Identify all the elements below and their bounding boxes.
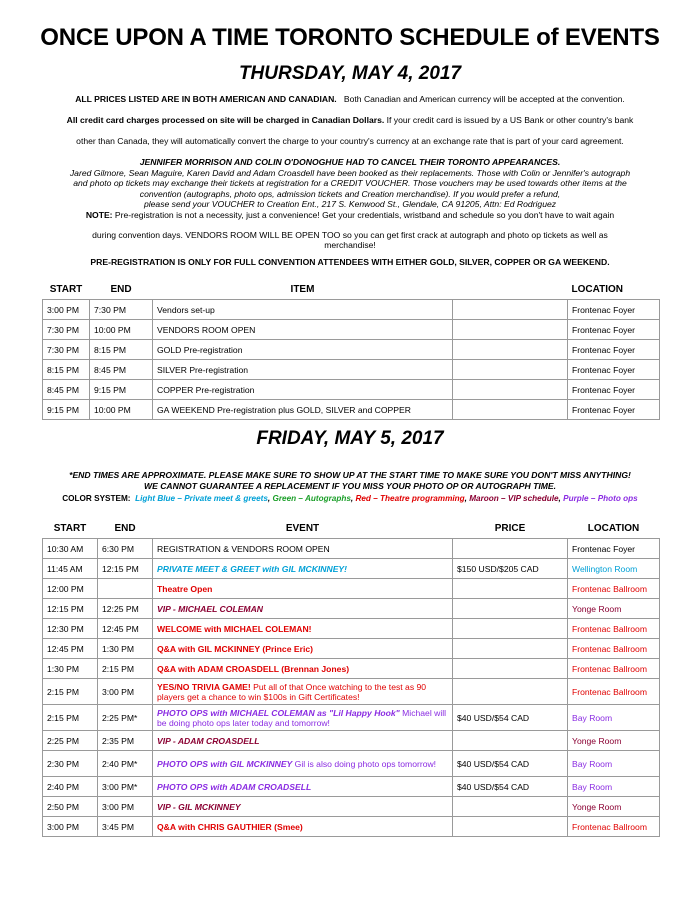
- cell-price: [453, 659, 568, 679]
- prices-note: [30, 94, 670, 105]
- cell-end: 3:00 PM: [98, 679, 153, 705]
- cell-end: 8:15 PM: [90, 340, 153, 360]
- cell-price: $40 USD/$54 CAD: [453, 777, 568, 797]
- cell-end: [98, 579, 153, 599]
- table-row: [43, 679, 660, 705]
- cell-item: Vendors set-up: [153, 300, 453, 320]
- header-item: ITEM: [290, 283, 315, 295]
- cell-location: Frontenac Foyer: [568, 320, 660, 340]
- header-blank: [453, 279, 568, 300]
- cell-event: Theatre Open: [153, 579, 453, 599]
- cell-location: Frontenac Foyer: [568, 380, 660, 400]
- cell-start: 1:30 PM: [43, 659, 98, 679]
- cell-end: 12:25 PM: [98, 599, 153, 619]
- cell-event: [153, 751, 453, 777]
- event-title: PHOTO OPS with GIL MCKINNEY: [157, 758, 293, 769]
- cell-start: 11:45 AM: [43, 559, 98, 579]
- cell-location: Frontenac Foyer: [568, 400, 660, 420]
- table-row: [43, 559, 660, 579]
- event-title: PHOTO OPS with MICHAEL COLEMAN as "Lil Happy Hook": [157, 707, 400, 718]
- cell-location: Bay Room: [568, 751, 660, 777]
- table-row: [43, 360, 660, 380]
- cell-end: 10:00 PM: [90, 320, 153, 340]
- cell-end: 2:25 PM*: [98, 705, 153, 731]
- cell-item: GOLD Pre-registration: [153, 340, 453, 360]
- cell-start: 7:30 PM: [43, 320, 90, 340]
- cell-start: 12:00 PM: [43, 579, 98, 599]
- cell-price: [453, 731, 568, 751]
- cell-price: [453, 679, 568, 705]
- credit-note-line2: other than Canada, they will automatically convert the charge to your country's currency at an exchange rate that is part of your card agreement.: [76, 136, 624, 146]
- legend-green: Green – Autographs: [272, 494, 351, 503]
- table-row: [43, 817, 660, 837]
- thursday-schedule-table: [42, 279, 660, 420]
- cell-price: [453, 579, 568, 599]
- cell-event: WELCOME with MICHAEL COLEMAN!: [153, 619, 453, 639]
- cell-location: Yonge Room: [568, 599, 660, 619]
- note-line1: Pre-registration is not a necessity, just a convenience! Get your credentials, wristband and schedule so you don't have to wait again: [112, 210, 615, 220]
- cell-end: 12:45 PM: [98, 619, 153, 639]
- cell-event: Q&A with ADAM CROASDELL (Brennan Jones): [153, 659, 453, 679]
- cell-price: [453, 639, 568, 659]
- cell-end: 2:15 PM: [98, 659, 153, 679]
- header-price: PRICE: [494, 522, 526, 534]
- end-times-line2: WE CANNOT GUARANTEE A REPLACEMENT IF YOU MISS YOUR PHOTO OP OR AUTOGRAPH TIME.: [143, 480, 557, 491]
- friday-heading: FRIDAY, MAY 5, 2017: [256, 428, 444, 449]
- table-row: [43, 400, 660, 420]
- cell-end: 7:30 PM: [90, 300, 153, 320]
- cancellation-heading: JENNIFER MORRISON AND COLIN O'DONOGHUE HAD TO CANCEL THEIR TORONTO APPEARANCES.: [139, 157, 561, 167]
- cell-price: [453, 320, 568, 340]
- cell-price: $40 USD/$54 CAD: [453, 751, 568, 777]
- cell-start: 3:00 PM: [43, 300, 90, 320]
- cell-location: Frontenac Foyer: [568, 340, 660, 360]
- cell-location: Frontenac Ballroom: [568, 639, 660, 659]
- cell-location: Yonge Room: [568, 797, 660, 817]
- event-extra: Gil is also doing photo ops tomorrow!: [292, 758, 437, 769]
- event-extra: Michael will be doing photo ops later today and tomorrow!: [157, 707, 447, 728]
- end-times-notice: [30, 470, 670, 491]
- credit-note-bold: All credit card charges processed on site will be charged in Canadian Dollars.: [66, 115, 385, 125]
- cell-event: VIP - ADAM CROASDELL: [153, 731, 453, 751]
- cancellation-line4: please send your VOUCHER to Creation Ent., 217 S. Kenwood St., Glendale, CA 91205, Attn: Ed Rodriguez: [143, 199, 557, 209]
- credit-note-rest1: If your credit card is issued by a US Bank or other country's bank: [386, 115, 634, 125]
- thursday-heading: THURSDAY, MAY 4, 2017: [238, 63, 462, 84]
- table-row: [43, 777, 660, 797]
- cell-start: 7:30 PM: [43, 340, 90, 360]
- cell-end: 12:15 PM: [98, 559, 153, 579]
- cell-price: [453, 360, 568, 380]
- cell-location: Frontenac Foyer: [568, 300, 660, 320]
- color-system-legend: COLOR SYSTEM: Light Blue – Private meet & greets, Green – Autographs, Red – Theatre programming, Maroon – VIP schedule, Purple – Photo ops: [62, 494, 638, 503]
- table-row: [43, 619, 660, 639]
- legend-maroon: Maroon – VIP schedule: [469, 494, 559, 503]
- cell-event: PRIVATE MEET & GREET with GIL MCKINNEY!: [153, 559, 453, 579]
- header-start: START: [49, 283, 83, 295]
- table-row: [43, 340, 660, 360]
- cell-price: [453, 817, 568, 837]
- cell-price: [453, 797, 568, 817]
- header-end: END: [110, 283, 132, 295]
- preregistration-rule: PRE-REGISTRATION IS ONLY FOR FULL CONVENTION ATTENDEES WITH EITHER GOLD, SILVER, COPPER OR GA WEEKEND.: [90, 257, 610, 267]
- cell-item: SILVER Pre-registration: [153, 360, 453, 380]
- table-row: [43, 797, 660, 817]
- cell-start: 2:30 PM: [43, 751, 98, 777]
- friday-header-row: [43, 518, 660, 539]
- end-times-line1: *END TIMES ARE APPROXIMATE. PLEASE MAKE SURE TO SHOW UP AT THE START TIME TO MAKE SURE YOU DON'T MISS ANYTHING!: [69, 470, 631, 480]
- cell-price: [453, 539, 568, 559]
- cell-end: 1:30 PM: [98, 639, 153, 659]
- cell-location: Frontenac Ballroom: [568, 679, 660, 705]
- cell-start: 12:15 PM: [43, 599, 98, 619]
- table-row: [43, 380, 660, 400]
- table-row: [43, 320, 660, 340]
- cancellation-line3: convention (autographs, photo ops, admission tickets and Creation merchandise). If you would prefer a refund,: [139, 188, 561, 199]
- table-row: [43, 659, 660, 679]
- cell-location: Frontenac Ballroom: [568, 579, 660, 599]
- credit-note: [30, 115, 670, 126]
- cell-end: 8:45 PM: [90, 360, 153, 380]
- header-location: LOCATION: [587, 522, 640, 534]
- cancellation-line1: Jared Gilmore, Sean Maguire, Karen David and Adam Croasdell have been booked as their replacements. Those with Colin or Jennifer's autograph: [69, 167, 631, 178]
- cell-location: Yonge Room: [568, 731, 660, 751]
- cell-start: 9:15 PM: [43, 400, 90, 420]
- cell-event: [153, 705, 453, 731]
- cell-end: 3:45 PM: [98, 817, 153, 837]
- table-row: [43, 579, 660, 599]
- cell-event: VIP - GIL MCKINNEY: [153, 797, 453, 817]
- note-line3: merchandise!: [324, 240, 376, 250]
- table-row: [43, 539, 660, 559]
- table-row: [43, 300, 660, 320]
- cell-item: VENDORS ROOM OPEN: [153, 320, 453, 340]
- page-title: ONCE UPON A TIME TORONTO SCHEDULE of EVENTS: [40, 24, 660, 51]
- cell-end: 3:00 PM*: [98, 777, 153, 797]
- cell-start: 2:50 PM: [43, 797, 98, 817]
- cell-price: [453, 300, 568, 320]
- header-event: EVENT: [285, 522, 320, 534]
- cell-event: REGISTRATION & VENDORS ROOM OPEN: [153, 539, 453, 559]
- cell-location: Frontenac Ballroom: [568, 659, 660, 679]
- note-label: NOTE:: [85, 210, 113, 220]
- table-row: [43, 599, 660, 619]
- cell-end: 9:15 PM: [90, 380, 153, 400]
- prices-note-bold: ALL PRICES LISTED ARE IN BOTH AMERICAN AND CANADIAN.: [75, 94, 337, 104]
- cell-location: Wellington Room: [568, 559, 660, 579]
- cell-event: Q&A with CHRIS GAUTHIER (Smee): [153, 817, 453, 837]
- table-row: [43, 751, 660, 777]
- legend-purple: Purple – Photo ops: [563, 494, 638, 503]
- cell-start: 8:45 PM: [43, 380, 90, 400]
- cancellation-notice: [30, 157, 670, 210]
- legend-red: Red – Theatre programming: [355, 494, 465, 503]
- cell-location: Frontenac Foyer: [568, 360, 660, 380]
- cell-item: COPPER Pre-registration: [153, 380, 453, 400]
- cell-price: [453, 340, 568, 360]
- cell-price: $150 USD/$205 CAD: [453, 559, 568, 579]
- cell-item: GA WEEKEND Pre-registration plus GOLD, SILVER and COPPER: [153, 400, 453, 420]
- cell-start: 2:25 PM: [43, 731, 98, 751]
- color-system-label: COLOR SYSTEM:: [62, 494, 131, 503]
- event-extra: Put all of that Once watching to the test as 90 players get a chance to win $100s in Gift Certificates!: [157, 681, 427, 702]
- cell-start: 2:15 PM: [43, 679, 98, 705]
- cell-price: [453, 619, 568, 639]
- cell-end: 10:00 PM: [90, 400, 153, 420]
- thursday-header-row: [43, 279, 660, 300]
- cell-price: [453, 599, 568, 619]
- cell-price: [453, 380, 568, 400]
- cell-location: Bay Room: [568, 705, 660, 731]
- cell-start: 12:30 PM: [43, 619, 98, 639]
- cancellation-line2: and photo op tickets may exchange their tickets at registration for a CREDIT VOUCHER. Those vouchers may be used towards other items at the: [73, 178, 627, 188]
- header-location: LOCATION: [571, 283, 623, 295]
- note-line2: during convention days. VENDORS ROOM WILL BE OPEN TOO so you can get first crack at autograph and photo op tickets as well as: [92, 230, 608, 240]
- event-title: YES/NO TRIVIA GAME!: [157, 681, 251, 692]
- cell-start: 10:30 AM: [43, 539, 98, 559]
- cell-end: 2:40 PM*: [98, 751, 153, 777]
- table-row: [43, 705, 660, 731]
- cell-start: 8:15 PM: [43, 360, 90, 380]
- cell-end: 3:00 PM: [98, 797, 153, 817]
- prices-note-rest: Both Canadian and American currency will be accepted at the convention.: [343, 94, 625, 104]
- cell-price: [453, 400, 568, 420]
- legend-light-blue: Light Blue – Private meet & greets: [135, 494, 268, 503]
- table-row: [43, 639, 660, 659]
- cell-end: 6:30 PM: [98, 539, 153, 559]
- cell-location: Frontenac Ballroom: [568, 619, 660, 639]
- cell-start: 2:40 PM: [43, 777, 98, 797]
- cell-start: 12:45 PM: [43, 639, 98, 659]
- header-start: START: [53, 522, 87, 534]
- cell-event: Q&A with GIL MCKINNEY (Prince Eric): [153, 639, 453, 659]
- cell-event: PHOTO OPS with ADAM CROADSELL: [153, 777, 453, 797]
- cell-start: 3:00 PM: [43, 817, 98, 837]
- cell-location: Frontenac Foyer: [568, 539, 660, 559]
- preregistration-note: [30, 210, 670, 221]
- cell-location: Bay Room: [568, 777, 660, 797]
- cell-event: VIP - MICHAEL COLEMAN: [153, 599, 453, 619]
- cell-event: [153, 679, 453, 705]
- friday-schedule-table: [42, 518, 660, 837]
- table-row: [43, 731, 660, 751]
- header-end: END: [114, 522, 136, 534]
- cell-price: $40 USD/$54 CAD: [453, 705, 568, 731]
- cell-location: Frontenac Ballroom: [568, 817, 660, 837]
- cell-start: 2:15 PM: [43, 705, 98, 731]
- cell-end: 2:35 PM: [98, 731, 153, 751]
